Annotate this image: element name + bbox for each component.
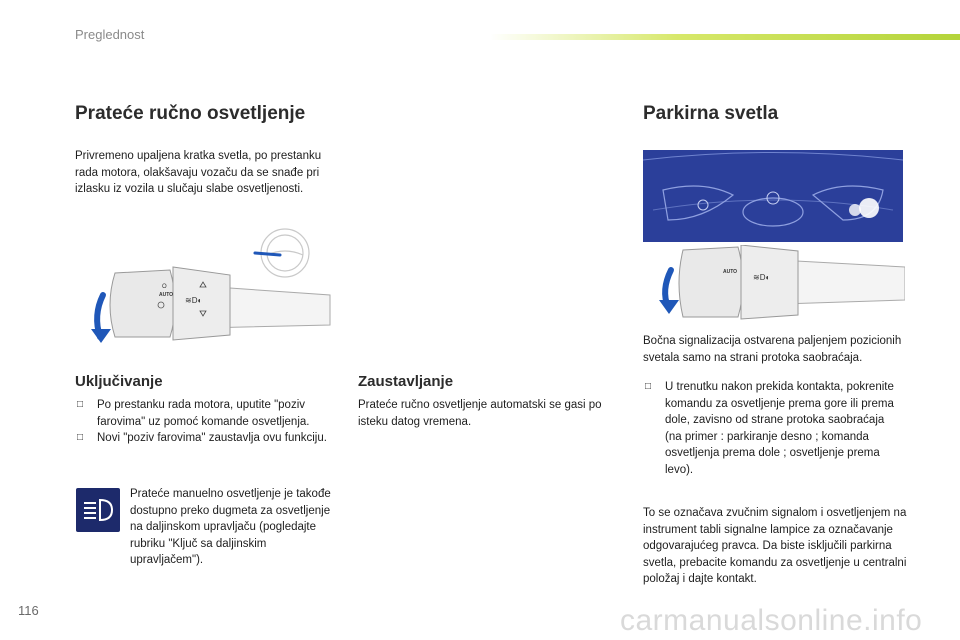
remote-note: Prateće manuelno osvetljenje je takođe dostupno preko dugmeta za osvetljenje na daljinskom upravljaču (pogledajte rubriku "Ključ sa daljinskim upravljačem"). (130, 488, 331, 566)
svg-text:≋D◐: ≋D◐ (753, 273, 771, 282)
stop-title: Zaustavljanje (358, 373, 454, 390)
svg-text:≋D◐: ≋D◐ (185, 296, 203, 305)
right-stalk-auto-label: AUTO (723, 269, 738, 275)
stop-text: Prateće ručno osvetljenje automatski se gasi po isteku datog vremena. (358, 399, 602, 428)
left-intro: Privremeno upaljena kratka svetla, po prestanku rada motora, olakšavaju vozaču da se snađe pri izlasku iz vozila u slučaju slabe osvetljenosti. (75, 150, 322, 195)
parking-bullet-1: □ U trenutku nakon prekida kontakta, pokrenite komandu za osvetljenje prema gore ili prema dole, zavisno od strane protoka saobraćaja (na primer : parkiranje desno ; komanda osvetljenja prema dole ; osvetljenje prema levo). (643, 379, 903, 478)
parking-text-1: Bočna signalizacija ostvarena paljenjem pozicionih svetala samo na strani protoka saobraćaja. (643, 335, 902, 364)
car-front-image (643, 150, 903, 242)
watermark: carmanualsonline.info (620, 604, 923, 637)
light-stalk-illustration (75, 225, 340, 350)
right-stalk-illustration (643, 245, 905, 325)
parking-text-2: To se označava zvučnim signalom i osvetljenjem na instrument tabli signalne lampice za označavanje odgovarajućeg pravca. Da biste isključili parkirna svetla, prebacite komandu za osvetljenje u centralni položaj i dajte kontakt. (643, 507, 907, 585)
right-title: Parkirna svetla (643, 103, 779, 124)
header-accent-bar (490, 34, 960, 40)
stalk-auto-label: AUTO (159, 292, 174, 298)
activation-list (75, 397, 337, 447)
parking-list (643, 379, 903, 478)
page-number: 116 (18, 603, 39, 618)
headlamp-icon (76, 488, 120, 532)
activation-title: Uključivanje (75, 373, 163, 390)
stalk-o-label: O (162, 284, 167, 290)
left-title: Prateće ručno osvetljenje (75, 103, 306, 124)
activation-bullet-2: □ Novi "poziv farovima" zaustavlja ovu funkciju. (75, 430, 337, 447)
section-title: Preglednost (75, 27, 145, 42)
down-arrow-icon (91, 295, 111, 343)
activation-bullet-1: □ Po prestanku rada motora, uputite "poziv farovima" uz pomoć komande osvetljenja. (75, 397, 337, 430)
down-arrow-icon (659, 270, 679, 314)
